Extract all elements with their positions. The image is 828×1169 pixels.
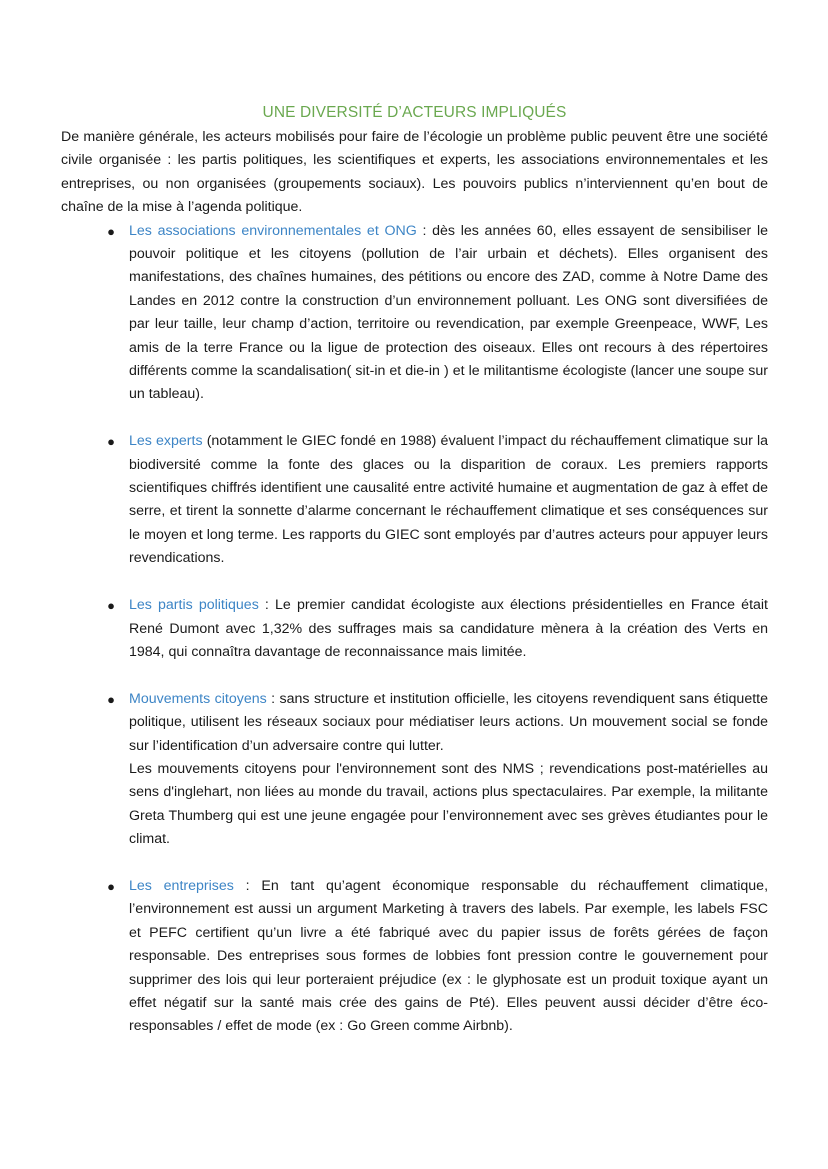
bullet-icon: ● <box>107 598 115 614</box>
item-term: Les associations environnementales et ONG <box>129 222 417 239</box>
intro-paragraph: De manière générale, les acteurs mobilisés pour faire de l’écologie un problème public peuvent être une société civile organisée : les partis politiques, les scientifiques et experts, les associations environnementales et les entreprises, ou non organisées (groupements sociaux). Les pouvoirs publics n’interviennent qu’en bout de chaîne de la mise à l’agenda politique. <box>61 129 768 216</box>
item-term: Les entreprises <box>129 877 234 894</box>
list-item-experts <box>61 430 768 570</box>
item-text: : Le premier candidat écologiste aux élections présidentielles en France était René Dumont avec 1,32% des suffrages mais sa candidature mènera à la création des Verts en 1984, qui connaîtra davantage de reconnaissance mais limitée. <box>129 597 768 660</box>
bullet-icon: ● <box>107 434 115 450</box>
item-text: : En tant qu’agent économique responsable du réchauffement climatique, l’environnement est aussi un argument Marketing à travers des labels. Par exemple, les labels FSC et PEFC certifient qu’un livre a été fabriqué avec du papier issus de forêts gérées de façon responsable. Des entreprises sous formes de lobbies font pression contre le gouvernement pour supprimer des lois qui leur porteraient préjudice (ex : le glyphosate est un produit toxique ayant un effet négatif sur la santé mais crée des gains de Pté). Elles peuvent aussi décider d’être éco-responsables / effet de mode (ex : Go Green comme Airbnb). <box>129 877 769 1035</box>
list-item-mouvements <box>61 688 768 852</box>
actors-list <box>61 220 768 1039</box>
item-text: (notamment le GIEC fondé en 1988) évaluent l’impact du réchauffement climatique sur la biodiversité comme la fonte des glaces ou la disparition de coraux. Les premiers rapports scientifiques chiffrés identifient une causalité entre activité humaine et augmentation de gaz à effet de serre, et tirent la sonnette d’alarme concernant le réchauffement climatique et ses conséquences sur le moyen et long terme. Les rapports du GIEC sont employés par d’autres acteurs pour appuyer leurs revendications. <box>129 433 768 567</box>
document-page <box>61 102 768 1039</box>
item-term: Mouvements citoyens <box>129 690 267 707</box>
bullet-icon: ● <box>107 878 115 894</box>
bullet-icon: ● <box>107 223 115 239</box>
item-text-continued: Les mouvements citoyens pour l'environnement sont des NMS ; revendications post-matérielles au sens d'inglehart, non liées au monde du travail, actions plus spectaculaires. Par exemple, la militante Greta Thumberg qui est une jeune engagée pour l’environnement avec ses grèves étudiantes pour le climat. <box>129 760 768 848</box>
list-item-partis <box>61 594 768 664</box>
bullet-icon: ● <box>107 691 115 707</box>
item-text: : dès les années 60, elles essayent de sensibiliser le pouvoir politique et les citoyens (pollution de l’air urbain et déchets). Elles organisent des manifestations, des chaînes humaines, des pétitions ou encore des ZAD, comme à Notre Dame des Landes en 2012 contre la construction d’un environnement polluant. Les ONG sont diversifiées de par leur taille, leur champ d’action, territoire ou revendication, par exemple Greenpeace, WWF, Les amis de la terre France ou la ligue de protection des oiseaux. Elles ont recours à des répertoires différents comme la scandalisation( sit-in et die-in ) et le militantisme écologiste (lancer une soupe sur un tableau). <box>129 222 768 403</box>
list-item-associations <box>61 220 768 407</box>
list-item-entreprises <box>61 875 768 1039</box>
item-term: Les partis politiques <box>129 597 259 614</box>
item-text: : sans structure et institution officielle, les citoyens revendiquent sans étiquette politique, utilisent les réseaux sociaux pour médiatiser leurs actions. Un mouvement social se fonde sur l’identification d’un adversaire contre qui lutter. <box>129 690 768 754</box>
item-term: Les experts <box>129 433 203 450</box>
document-title: UNE DIVERSITÉ D’ACTEURS IMPLIQUÉS <box>262 104 567 121</box>
